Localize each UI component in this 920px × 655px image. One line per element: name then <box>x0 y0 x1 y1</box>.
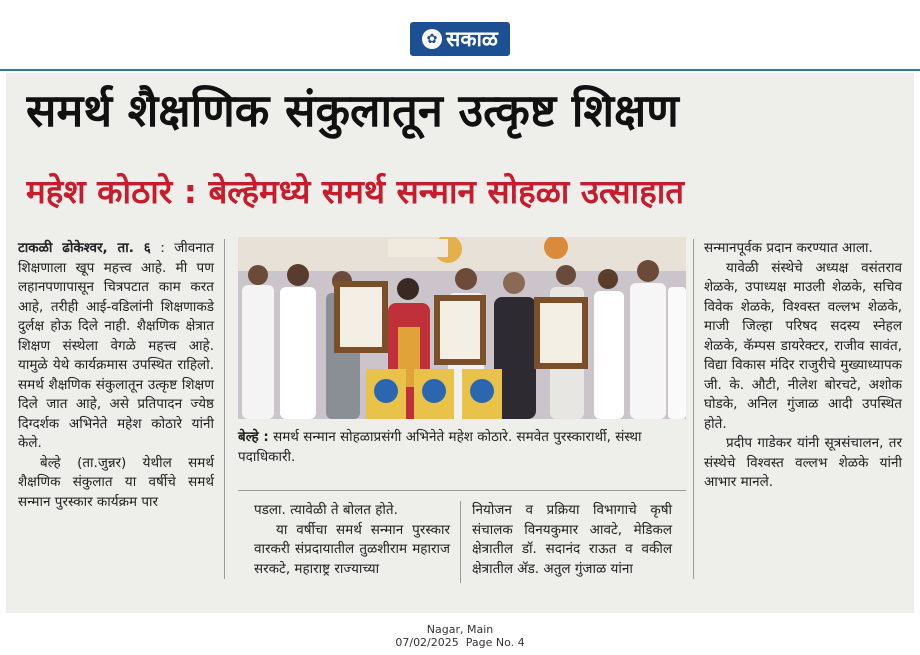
caption-place: बेल्हे : <box>238 429 269 445</box>
dateline: टाकळी ढोकेश्वर, ता. ६ <box>18 240 151 256</box>
subheadline: महेश कोठारे : बेल्हेमध्ये समर्थ सन्मान सोहळा उत्साहात <box>26 172 685 211</box>
column-divider <box>460 501 461 583</box>
article-column-2 <box>254 501 450 579</box>
headline: समर्थ शैक्षणिक संकुलातून उत्कृष्ट शिक्षण <box>26 84 679 137</box>
photo-caption <box>238 428 683 467</box>
newspaper-logo <box>410 22 510 56</box>
footer-edition: Nagar, Main <box>426 623 494 636</box>
col3-paragraph-1: नियोजन व प्रक्रिया विभागाचे कृषी संचालक विनयकुमार आवटे, मेडिकल क्षेत्रातील डॉ. सदानंद राऊत व वकील क्षेत्रातील ॲड. अतुल गुंजाळ यांना <box>472 502 672 577</box>
news-clipping <box>6 73 914 613</box>
col2-paragraph-2: या वर्षीचा समर्थ सन्मान पुरस्कार वारकरी संप्रदायातील तुळशीराम महाराज सरकटे, महाराष्ट्र राज्याच्या <box>254 521 450 577</box>
col4-paragraph-2: यावेळी संस्थेचे अध्यक्ष वसंतराव शेळके, उपाध्यक्ष माउली शेळके, सचिव विवेक शेळके, विश्वस्त वल्लभ शेळके, माजी जिल्हा परिषद सदस्य स्नेहल शेळके, कॅम्पस डायरेक्टर, राजीव सावंत, विद्या विकास मंदिर राजुरीचे मुख्याध्यापक जी. के. औटी, नीलेश बोरचटे, अशोक घोडके, अनिल गुंजाळ आदी उपस्थित होते. <box>704 259 902 432</box>
col1-paragraph-2: बेल्हे (ता.जुन्नर) येथील समर्थ शैक्षणिक संकुलात या वर्षीचे समर्थ सन्मान पुरस्कार कार्यक्रम पार <box>18 454 214 510</box>
article-column-4 <box>704 239 902 493</box>
column-divider <box>224 239 225 579</box>
logo-text: सकाळ <box>446 27 498 51</box>
caption-text: समर्थ सन्मान सोहळाप्रसंगी अभिनेते महेश कोठारे. समवेत पुरस्कारार्थी, संस्था पदाधिकारी. <box>238 429 642 465</box>
logo-emblem-icon: ✿ <box>422 29 442 49</box>
event-photo <box>238 237 686 419</box>
masthead-rule <box>0 69 920 71</box>
caption-divider <box>238 490 686 491</box>
col1-paragraph-1 <box>18 239 214 454</box>
article-column-1 <box>18 239 214 512</box>
event-photo-image <box>238 237 686 419</box>
col4-paragraph-1: सन्मानपूर्वक प्रदान करण्यात आला. <box>704 240 873 256</box>
column-divider <box>693 239 694 579</box>
masthead <box>0 0 920 70</box>
col1-p1-text: : जीवनात शिक्षणाला खूप महत्त्व आहे. मी पण लहानपणापासून चित्रपटात काम करत आहे, तरीही आई-वडिलांनी शिक्षणाकडे दुर्लक्ष होऊ दिले नाही. शैक्षणिक क्षेत्रात शिक्षण संस्थेला वेगळे महत्त्व आहे. यामुळे येथे कार्यक्रमास उपस्थित राहिलो. समर्थ शैक्षणिक संकुलातून उत्कृष्ट शिक्षण दिले जात आहे, असे प्रतिपादन ज्येष्ठ दिग्दर्शक अभिनेते महेश कोठारे यांनी केले. <box>18 240 214 451</box>
footer-date-page: 07/02/2025 Page No. 4 <box>395 636 525 649</box>
col2-paragraph-1: पडला. त्यावेळी ते बोलत होते. <box>254 502 398 518</box>
page-footer <box>0 623 920 649</box>
article-column-3 <box>472 501 672 579</box>
col4-paragraph-3: प्रदीप गाडेकर यांनी सूत्रसंचालन, तर संस्थेचे विश्वस्त वल्लभ शेळके यांनी आभार मानले. <box>704 435 902 490</box>
